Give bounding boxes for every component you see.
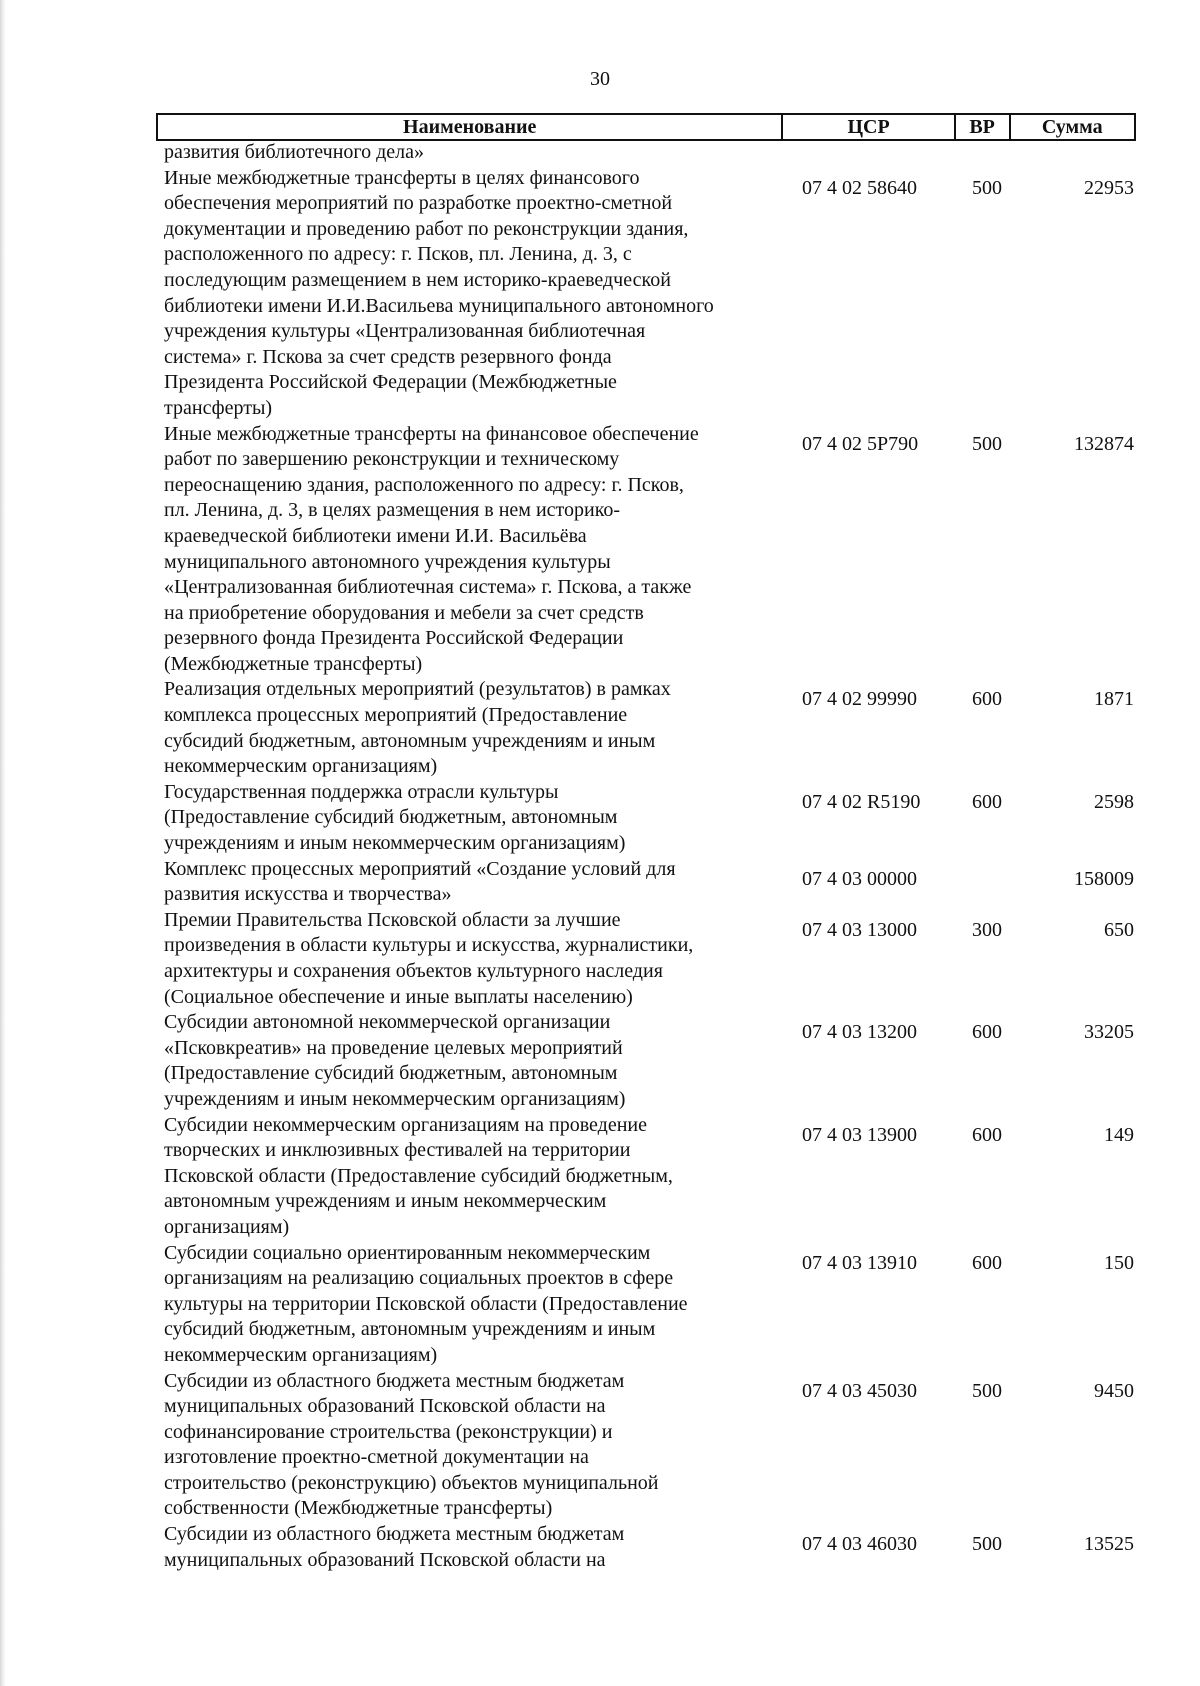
table-row (164, 1369, 1134, 1523)
row-name: Комплекс процессных мероприятий «Создание условий для развития искусства и творчества» (164, 857, 676, 906)
row-vr: 600 (972, 688, 1002, 711)
row-sum: 1871 (1094, 688, 1134, 711)
header-sum: Сумма (1041, 116, 1103, 138)
row-csr: 07 4 03 13910 (802, 1251, 917, 1274)
row-vr: 600 (972, 1123, 1002, 1146)
row-csr: 07 4 03 46030 (802, 1533, 917, 1556)
header-name: Наименование (158, 115, 783, 139)
table-row (164, 422, 1134, 678)
row-sum: 150 (1104, 1251, 1134, 1274)
row-vr: 600 (972, 790, 1002, 813)
row-vr: 500 (972, 1533, 1002, 1556)
row-csr: 07 4 02 R5190 (802, 790, 921, 813)
row-csr: 07 4 02 5Р790 (802, 432, 919, 455)
table-row (164, 908, 1134, 1010)
row-sum: 650 (1104, 918, 1134, 941)
row-sum: 9450 (1094, 1379, 1134, 1402)
row-name: Субсидии автономной некоммерческой организации «Псковкреатив» на проведение целевых мероприятий (Предоставление субсидий бюджетным, автономным учреждениям и иным некоммерческим организациям) (164, 1011, 626, 1110)
row-sum: 149 (1104, 1123, 1134, 1146)
row-vr: 500 (972, 176, 1002, 199)
row-vr: 500 (972, 432, 1002, 455)
row-name: Субсидии из областного бюджета местным бюджетам муниципальных образований Псковской области на (164, 1523, 625, 1571)
table-row (164, 857, 1134, 908)
table-header (156, 113, 1136, 141)
row-name: Иные межбюджетные трансферты на финансовое обеспечение работ по завершению реконструкции и техническому переоснащению здания, расположенного по адресу: г. Псков, пл. Ленина, д. 3, в целях размещения в нем историко- краеведческой библиотеки имени И.И. Васильёва муниципального автономного учреждения культуры «Централизованная библиотечная система» г. Пскова, а также на приобретение оборудования и мебели за счет средств резервного фонда Президента Российской Федерации (Межбюджетные трансферты) (164, 422, 699, 675)
row-sum: 33205 (1084, 1021, 1134, 1044)
row-vr: 500 (972, 1379, 1002, 1402)
row-name: Реализация отдельных мероприятий (результатов) в рамках комплекса процессных мероприятий (Предоставление субсидий бюджетным, автономным учреждениям и иным некоммерческим организациям) (164, 678, 671, 778)
row-sum: 13525 (1084, 1533, 1134, 1556)
continuation-text: развития библиотечного дела» (164, 141, 425, 163)
continuation-row (164, 140, 1134, 166)
table-row (164, 1241, 1134, 1369)
row-sum: 2598 (1094, 790, 1134, 813)
row-csr: 07 4 02 99990 (802, 688, 917, 711)
row-vr: 300 (972, 918, 1002, 941)
row-name: Субсидии из областного бюджета местным бюджетам муниципальных образований Псковской области на софинансирование строительства (реконструкции) и изготовление проектно-сметной документации на строительство (реконструкцию) объектов муниципальной собственности (Межбюджетные трансферты) (164, 1369, 659, 1520)
row-name: Субсидии некоммерческим организациям на проведение творческих и инклюзивных фестивалей на территории Псковской области (Предоставление субсидий бюджетным, автономным учреждениям и иным некоммерческим организациям) (164, 1113, 673, 1238)
row-sum: 132874 (1074, 432, 1134, 455)
header-vr: ВР (956, 115, 1011, 139)
header-csr: ЦСР (783, 115, 955, 139)
row-csr: 07 4 03 13000 (802, 918, 917, 941)
row-name: Субсидии социально ориентированным некоммерческим организациям на реализацию социальных проектов в сфере культуры на территории Псковской области (Предоставление субсидий бюджетным, автономным учреждениям и иным некоммерческим организациям) (164, 1241, 688, 1366)
page-number: 30 (590, 68, 610, 90)
row-sum: 22953 (1084, 176, 1134, 199)
row-csr: 07 4 03 00000 (802, 867, 917, 890)
row-name: Премии Правительства Псковской области за лучшие произведения в области культуры и искусства, журналистики, архитектуры и сохранения объектов культурного наследия (Социальное обеспечение и иные выплаты населению) (164, 908, 694, 1008)
row-vr: 600 (972, 1021, 1002, 1044)
row-csr: 07 4 02 58640 (802, 176, 917, 199)
table-rows (164, 166, 1134, 1574)
scan-edge (0, 0, 6, 1686)
table-body (164, 140, 1134, 1573)
row-name: Государственная поддержка отрасли культуры (Предоставление субсидий бюджетным, автономным учреждениям и иным некоммерческим организациям) (164, 780, 626, 855)
table-row (164, 1522, 1134, 1573)
row-vr (957, 857, 1017, 867)
row-name: Иные межбюджетные трансферты в целях финансового обеспечения мероприятий по разработке проектно-сметной документации и проведению работ по реконструкции здания, расположенного по адресу: г. Псков, пл. Ленина, д. 3, с последующим размещением в нем историко-краеведческой библиотеки имени И.И.Васильева муниципального автономного учреждения культуры «Централизованная библиотечная система» г. Пскова за счет средств резервного фонда Президента Российской Федерации (Межбюджетные трансферты) (164, 166, 714, 419)
table-row (164, 1113, 1134, 1241)
row-csr: 07 4 03 45030 (802, 1379, 917, 1402)
table-row (164, 166, 1134, 422)
row-vr: 600 (972, 1251, 1002, 1274)
table-row (164, 677, 1134, 779)
table-row (164, 1010, 1134, 1112)
row-csr: 07 4 03 13900 (802, 1123, 917, 1146)
row-csr: 07 4 03 13200 (802, 1021, 917, 1044)
row-sum: 158009 (1074, 867, 1134, 890)
table-row (164, 780, 1134, 857)
